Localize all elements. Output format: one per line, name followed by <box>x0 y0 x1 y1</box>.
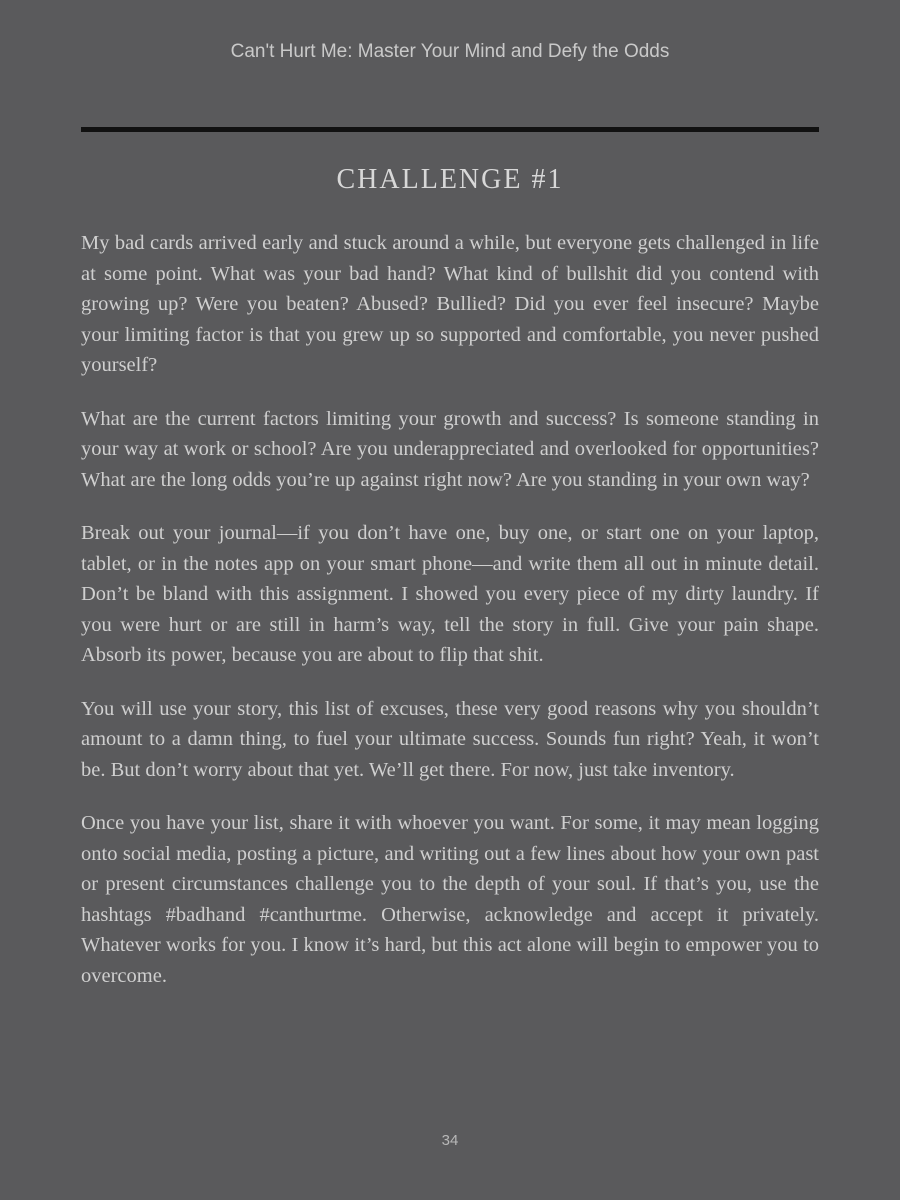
book-title: Can't Hurt Me: Master Your Mind and Defy the Odds <box>230 41 670 62</box>
paragraph: What are the current factors limiting your growth and success? Is someone standing in your way at work or school? Are you underappreciated and overlooked for opportunities? What are the long odds you’re up against right now? Are you standing in your own way? <box>81 407 819 491</box>
paragraph: My bad cards arrived early and stuck around a while, but everyone gets challenged in life at some point. What was your bad hand? What kind of bullshit did you contend with growing up? Were you beaten? Abused? Bullied? Did you ever feel insecure? Maybe your limiting factor is that you grew up so supported and comfortable, you never pushed yourself? <box>81 232 819 376</box>
paragraph: Once you have your list, share it with whoever you want. For some, it may mean logging onto social media, posting a picture, and writing out a few lines about how your own past or present circumstances challenge you to the depth of your soul. If that’s you, use the hashtags #badhand #canthurtme. Otherwise, acknowledge and accept it privately. Whatever works for you. I know it’s hard, but this act alone will begin to empower you to overcome. <box>81 812 819 987</box>
chapter-body <box>81 228 819 1014</box>
chapter-heading: CHALLENGE #1 <box>336 164 564 195</box>
paragraph: You will use your story, this list of excuses, these very good reasons why you shouldn’t amount to a damn thing, to fuel your ultimate success. Sounds fun right? Yeah, it won’t be. But don’t worry about that yet. We’ll get there. For now, just take inventory. <box>81 697 819 781</box>
page-number: 34 <box>441 1132 459 1149</box>
paragraph: Break out your journal—if you don’t have one, buy one, or start one on your laptop, tablet, or in the notes app on your smart phone—and write them all out in minute detail. Don’t be bland with this assignment. I showed you every piece of my dirty laundry. If you were hurt or are still in harm’s way, tell the story in full. Give your pain shape. Absorb its power, because you are about to flip that shit. <box>81 522 819 666</box>
chapter-divider <box>81 127 819 132</box>
